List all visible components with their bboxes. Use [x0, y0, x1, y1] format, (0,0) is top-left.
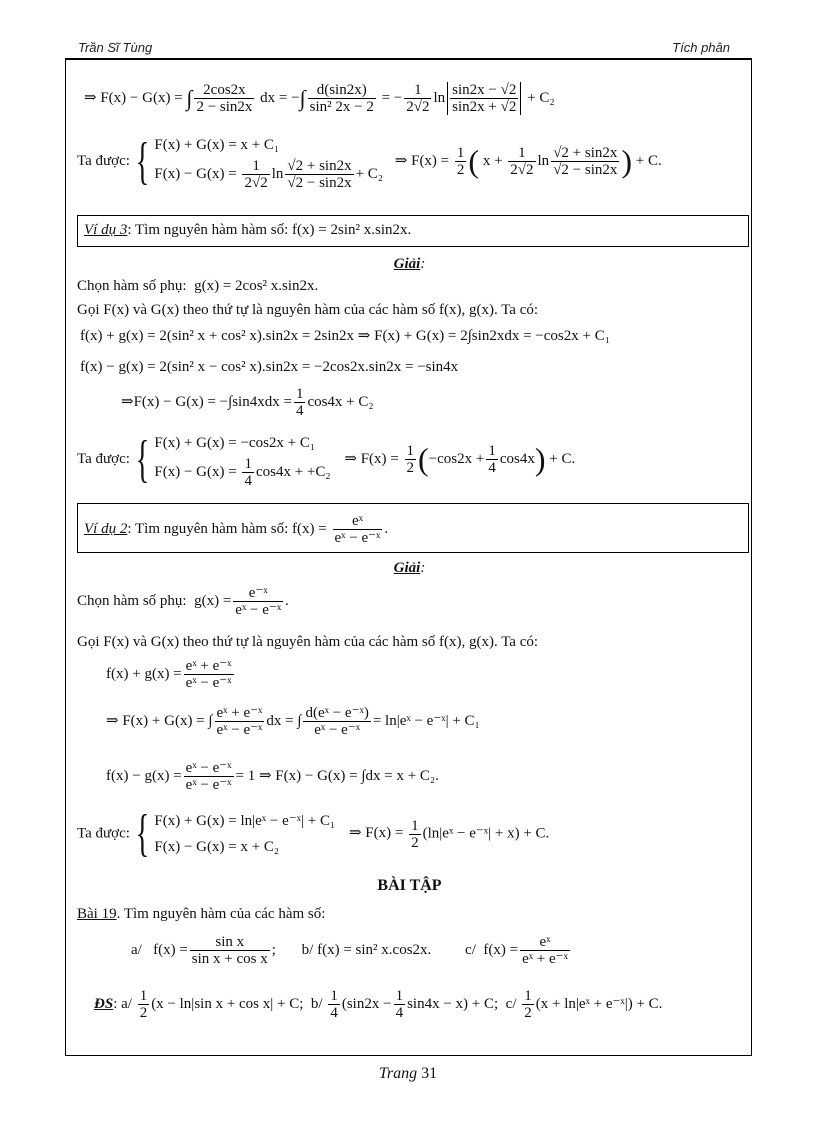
ex3-system: Ta được: { F(x) + G(x) = −cos2x + C₁ F(x) − G(x) = $\frac{1}{4}$ cos4x + +C₂ ⇒ F(x) = $\frac{1}{2}$ (−cos2x + $\frac{1}{4}$ cos4x) + C.	[77, 430, 576, 489]
solution-heading: Giải	[393, 256, 421, 272]
frac: $\frac{\sin 2x - √2}{\sin 2x + √2}$	[447, 82, 521, 115]
header-author: Trần Sĩ Tùng	[78, 40, 153, 55]
header-topic: Tích phân	[672, 40, 730, 55]
example-2-label: Ví dụ 2	[84, 520, 128, 537]
ex3-line3: ⇒F(x) − G(x) = −∫sin4xdx = $\frac{1}{4}$ cos4x + C₂	[121, 386, 374, 419]
exercise-title: BÀI TẬP	[377, 877, 442, 894]
bai19-answers: ĐS: a/ $\frac{1}{2}$ (x − ln|sin x + cos x| + C; b/ $\frac{1}{4}$ (sin2x − $\frac{1}{4}$ sin4x − x) + C; c/ $\frac{1}{2}$ (x + ln|eˣ + e⁻ˣ|) + C.	[94, 988, 663, 1021]
page-frame: ⇒ F(x) − G(x) = ∫ $\frac{2\cos 2x}{2 - \sin 2x}$ dx = −∫ $\frac{d(\sin 2x)}{\text{sin² 2x − 2}}$ = − $\frac{1}{2√2}$ ln $\frac{\sin 2x - √2}{\sin 2x + √2}$ + C₂ Ta được: { F(x) + G(x) = x + C₁ F(x) − G(x) = $\frac{1}{2√2}$ ln $\frac{√2 + \sin 2x}{√2 - \sin 2x}$ + C₂ ⇒ F(x) = $\frac{1}{2}$ ( x + $\frac{1}{2√2}$ ln $\frac{√2 + \sin 2x}{√2 - \sin 2x}$ ) + C. Ví dụ 3: Tìm nguyên hàm hàm số: f(x) = 2sin² x.sin2x. Giải: Chọn hàm số phụ: g(x) = 2cos² x.sin2x. Gọi F(x) và G(x) theo thứ tự là nguyên hàm của các hàm số f(x), g(x). Ta có: f(x) + g(x) = 2(sin² x + cos² x).sin2x = 2sin2x ⇒ F(x) + G(x) = 2∫sin2xdx = −cos2x + C₁ f(x) − g(x) = 2(sin² x − cos² x).sin2x = −2cos2x.sin2x = −sin4x ⇒F(x) − G(x) = −∫sin4xdx = $\frac{1}{4}$ cos4x + C₂ Ta được: { F(x) + G(x) = −cos2x + C₁ F(x) − G(x) = $\frac{1}{4}$ cos4x + +C₂ ⇒ F(x) = $\frac{1}{2}$ (−cos2x + $\frac{1}{4}$ cos4x) + C. Ví dụ 2: Tìm nguyên hàm hàm số: f(x) = $\frac{\text{eˣ}}{\text{eˣ − e⁻ˣ}}$ . Giải: Chọn hàm số phụ: g(x) = $\frac{\text{e⁻ˣ}}{\text{eˣ − e⁻ˣ}}$ . Gọi F(x) và G(x) theo thứ tự là nguyên hàm của các hàm số f(x), g(x). Ta có: f(x) + g(x) = $\frac{\text{eˣ + e⁻ˣ}}{\text{eˣ − e⁻ˣ}}$ ⇒ F(x) + G(x) = ∫ $\frac{\text{eˣ + e⁻ˣ}}{\text{eˣ − e⁻ˣ}}$ dx = ∫ $\frac{\text{d(eˣ − e⁻ˣ)}}{\text{eˣ − e⁻ˣ}}$ = ln|eˣ − e⁻ˣ| + C₁ f(x) − g(x) = $\frac{\text{eˣ − e⁻ˣ}}{\text{eˣ − e⁻ˣ}}$ = 1 ⇒ F(x) − G(x) = ∫dx = x + C₂. Ta được: { F(x) + G(x) = ln|eˣ − e⁻ˣ| + C₁ F(x) − G(x) = x + C₂ ⇒ F(x) = $\frac{1}{2}$ (ln|eˣ − e⁻ˣ| + x) + C. BÀI TẬP Bài 19. Tìm nguyên hàm của các hàm số: a/ f(x) = $\frac{\text{sin x}}{\text{sin x + cos x}}$ ; b/ f(x) = sin² x.cos2x. c/ f(x) = $\frac{\text{eˣ}}{\text{eˣ + e⁻ˣ}}$ ĐS: a/ $\frac{1}{2}$ (x − ln|sin x + cos x| + C; b/ $\frac{1}{4}$ (sin2x − $\frac{1}{4}$ sin4x − x) + C; c/ $\frac{1}{2}$ (x + ln|eˣ + e⁻ˣ|) + C.	[65, 58, 752, 1056]
example-3-label: Ví dụ 3	[84, 222, 128, 238]
example-3-box: Ví dụ 3: Tìm nguyên hàm hàm số: f(x) = 2sin² x.sin2x.	[77, 215, 749, 247]
ex2-system: Ta được: { F(x) + G(x) = ln|eˣ − e⁻ˣ| + C₁ F(x) − G(x) = x + C₂ ⇒ F(x) = $\frac{1}{2}$ (ln|eˣ − e⁻ˣ| + x) + C.	[77, 805, 550, 862]
ex2-line1: f(x) + g(x) = $\frac{\text{eˣ + e⁻ˣ}}{\text{eˣ − e⁻ˣ}}$	[106, 658, 232, 691]
page-footer: Trang 31	[378, 1065, 438, 1082]
frac: $\frac{2\cos 2x}{2 - \sin 2x}$	[196, 82, 253, 115]
frac: $\frac{1}{2√2}$	[406, 82, 430, 115]
ex2-intro: Gọi F(x) và G(x) theo thứ tự là nguyên hàm của các hàm số f(x), g(x). Ta có:	[77, 634, 539, 650]
ex2-aux: Chọn hàm số phụ: g(x) = $\frac{\text{e⁻ˣ}}{\text{eˣ − e⁻ˣ}}$ .	[77, 585, 289, 618]
bai19-heading: Bài 19. Tìm nguyên hàm của các hàm số:	[77, 906, 326, 922]
frac: $\frac{d(\sin 2x)}{\text{sin² 2x − 2}}$	[309, 82, 374, 115]
ex2-line3: f(x) − g(x) = $\frac{\text{eˣ − e⁻ˣ}}{\text{eˣ − e⁻ˣ}}$ = 1 ⇒ F(x) − G(x) = ∫dx = x + C₂.	[106, 760, 439, 793]
ex3-aux: Chọn hàm số phụ: g(x) = 2cos² x.sin2x.	[77, 278, 319, 294]
prev-system: Ta được: { F(x) + G(x) = x + C₁ F(x) − G(x) = $\frac{1}{2√2}$ ln $\frac{√2 + \sin 2x}{√2 - \sin 2x}$ + C₂ ⇒ F(x) = $\frac{1}{2}$ ( x + $\frac{1}{2√2}$ ln $\frac{√2 + \sin 2x}{√2 - \sin 2x}$ ) + C.	[77, 132, 662, 191]
ex3-line2: f(x) − g(x) = 2(sin² x − cos² x).sin2x = −2cos2x.sin2x = −sin4x	[80, 359, 459, 375]
solution-heading: Giải	[393, 560, 421, 576]
bai19-items: a/ f(x) = $\frac{\text{sin x}}{\text{sin x + cos x}}$ ; b/ f(x) = sin² x.cos2x. c/ f(x) = $\frac{\text{eˣ}}{\text{eˣ + e⁻ˣ}}$	[131, 934, 568, 967]
ex3-line1: f(x) + g(x) = 2(sin² x + cos² x).sin2x = 2sin2x ⇒ F(x) + G(x) = 2∫sin2xdx = −cos2x + C₁	[80, 328, 610, 344]
prev-line1: ⇒ F(x) − G(x) = ∫ $\frac{2\cos 2x}{2 - \sin 2x}$ dx = −∫ $\frac{d(\sin 2x)}{\text{sin² 2x − 2}}$ = − $\frac{1}{2√2}$ ln $\frac{\sin 2x - √2}{\sin 2x + √2}$ + C₂	[84, 82, 555, 115]
ex2-line2: ⇒ F(x) + G(x) = ∫ $\frac{\text{eˣ + e⁻ˣ}}{\text{eˣ − e⁻ˣ}}$ dx = ∫ $\frac{\text{d(eˣ − e⁻ˣ)}}{\text{eˣ − e⁻ˣ}}$ = ln|eˣ − e⁻ˣ| + C₁	[106, 705, 480, 738]
ex3-intro: Gọi F(x) và G(x) theo thứ tự là nguyên hàm của các hàm số f(x), g(x). Ta có:	[77, 302, 539, 318]
example-2-box: Ví dụ 2: Tìm nguyên hàm hàm số: f(x) = $\frac{\text{eˣ}}{\text{eˣ − e⁻ˣ}}$ .	[77, 503, 749, 553]
